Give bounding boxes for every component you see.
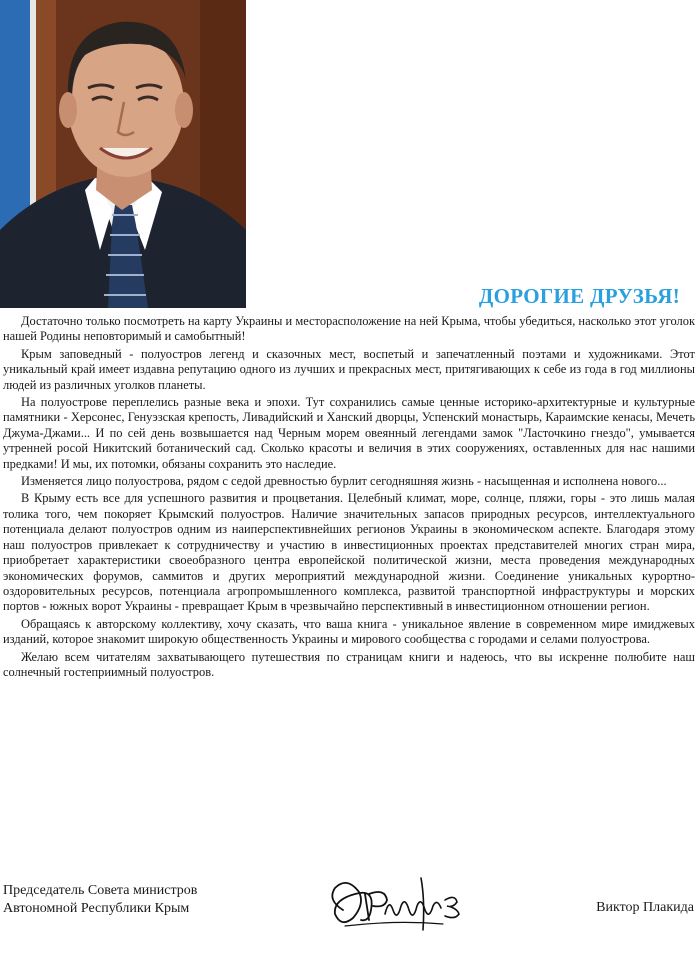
- paragraph: Достаточно только посмотреть на карту Украины и месторасположение на ней Крыма, чтобы убедиться, насколько этот уголок нашей Родины неповторимый и самобытный!: [3, 314, 695, 344]
- paragraph: Желаю всем читателям захватывающего путешествия по страницам книги и надеюсь, что вы искренне полюбите наш солнечный гостеприимный полуостров.: [3, 649, 695, 679]
- signature-icon: [325, 870, 475, 938]
- paragraph: На полуострове переплелись разные века и эпохи. Тут сохранились самые ценные историко-архитектурные и культурные памятники - Херсонес, Генуэзская крепость, Ливадийский и Ханский дворцы, Успенский монастырь, Караимские кенасы, Мечеть Джума-Джами... И по сей день возвышается над Черным морем овеянный легендами замок "Ласточкино гнездо", умывается утренней росой Никитский ботанический сад. Сколько красоты и величия в этих сооружениях, оставленных для нас нашими предками! И мы, их потомки, обязаны сохранить это наследие.: [3, 395, 695, 471]
- paragraph: В Крыму есть все для успешного развития и процветания. Целебный климат, море, солнце, пляжи, горы - это лишь малая толика того, чем покоряет Крымский полуостров. Наличие значительных запасов природных ресурсов, интеллектуального потенциала делают полуостров одним из наиперспективнейших регионов Украины в экономическом аспекте. Благодаря этому наш полуостров привлекает к сотрудничеству и участию в инвестиционных проектах представителей многих стран мира, приобретает характеристики своеобразного центра европейской политической жизни, места проведения международных экономических форумов, саммитов и других мероприятий международной жизни. Соединение уникальных курортно-оздоровительных ресурсов, потенциала агропромышленного комплекса, развитой транспортной инфраструктуры и морских портов - южных ворот Украины - превращает Крым в чрезвычайно перспективный в инвестиционном отношении регион.: [3, 491, 695, 614]
- signature-block: [0, 876, 700, 946]
- position-line: Автономной Республики Крым: [3, 901, 190, 916]
- paragraph: Обращаясь к авторскому коллективу, хочу сказать, что ваша книга - уникальное явление в современном мире имиджевых изданий, которое знакомит широкую общественность Украины и мирового сообщества с городами и селами полуострова.: [3, 616, 695, 647]
- letter-body: [3, 314, 695, 682]
- position-line: Председатель Совета министров: [3, 883, 198, 898]
- paragraph: Изменяется лицо полуострова, рядом с седой древностью бурлит сегодняшняя жизнь - насыщенная и исполнена нового...: [21, 474, 667, 489]
- paragraph: Крым заповедный - полуостров легенд и сказочных мест, воспетый и запечатленный поэтами и художниками. Этот уникальный край имеет издавна репутацию одного из лучших и прекрасных мест, притягивающих к себе из года в год миллионы людей из различных уголков планеты.: [3, 346, 695, 392]
- signer-position: [3, 882, 197, 918]
- page-title: ДОРОГИЕ ДРУЗЬЯ!: [478, 284, 680, 308]
- portrait-photo: [0, 0, 246, 308]
- signer-name: Виктор Плакида: [596, 900, 694, 915]
